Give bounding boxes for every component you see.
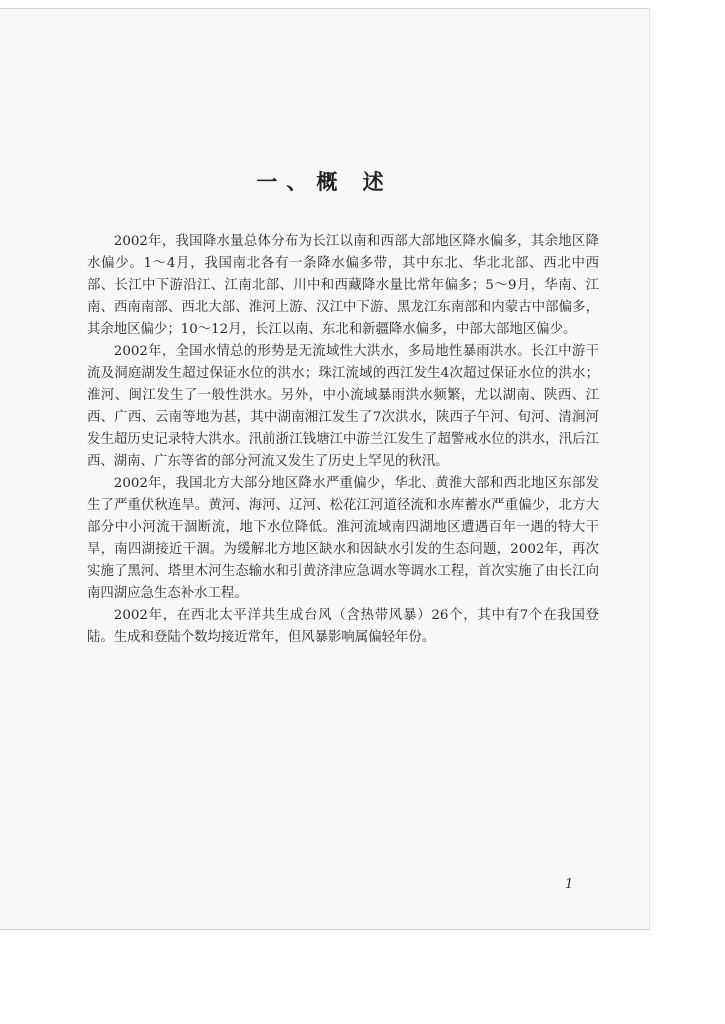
paragraph-drought: 2002年，我国北方大部分地区降水严重偏少，华北、黄淮大部和西北地区东部发生了严重伏秋连旱。黄河、海河、辽河、松花江河道径流和水库蓄水严重偏少，北方大部分中小河流干涸断流，地下水位降低。淮河流域南四湖地区遭遇百年一遇的特大干旱，南四湖接近干涸。为缓解北方地区缺水和因缺水引发的生态问题，2002年，再次实施了黑河、塔里木河生态输水和引黄济津应急调水等调水工程，首次实施了由长江向南四湖应急生态补水工程。 (87, 476, 599, 601)
body-text (87, 231, 599, 649)
paragraph-flood: 2002年，全国水情总的形势是无流域性大洪水，多局地性暴雨洪水。长江中游干流及洞庭湖发生超过保证水位的洪水；珠江流域的西江发生4次超过保证水位的洪水；淮河、闽江发生了一般性洪水。另外，中小流域暴雨洪水频繁，尤以湖南、陕西、江西、广西、云南等地为甚，其中湖南湘江发生了7次洪水，陕西子午河、旬河、清涧河发生超历史记录特大洪水。汛前浙江钱塘江中游兰江发生了超警戒水位的洪水，汛后江西、湖南、广东等省的部分河流又发生了历史上罕见的秋汛。 (87, 344, 599, 469)
paragraph-typhoon: 2002年，在西北太平洋共生成台风（含热带风暴）26个，其中有7个在我国登陆。生成和登陆个数均接近常年，但风暴影响属偏轻年份。 (87, 608, 599, 645)
paragraph-rainfall: 2002年，我国降水量总体分布为长江以南和西部大部地区降水偏多，其余地区降水偏少。1～4月，我国南北各有一条降水偏多带，其中东北、华北北部、西北中西部、长江中下游沿江、江南北部、川中和西藏降水量比常年偏多；5～9月，华南、江南、西南南部、西北大部、淮河上游、汉江中下游、黑龙江东南部和内蒙古中部偏多，其余地区偏少；10～12月，长江以南、东北和新疆降水偏多，中部大部地区偏少。 (87, 234, 599, 337)
chapter-title: 一、概 述 (256, 170, 393, 195)
page-number: 1 (565, 877, 574, 892)
document-page (0, 8, 650, 930)
